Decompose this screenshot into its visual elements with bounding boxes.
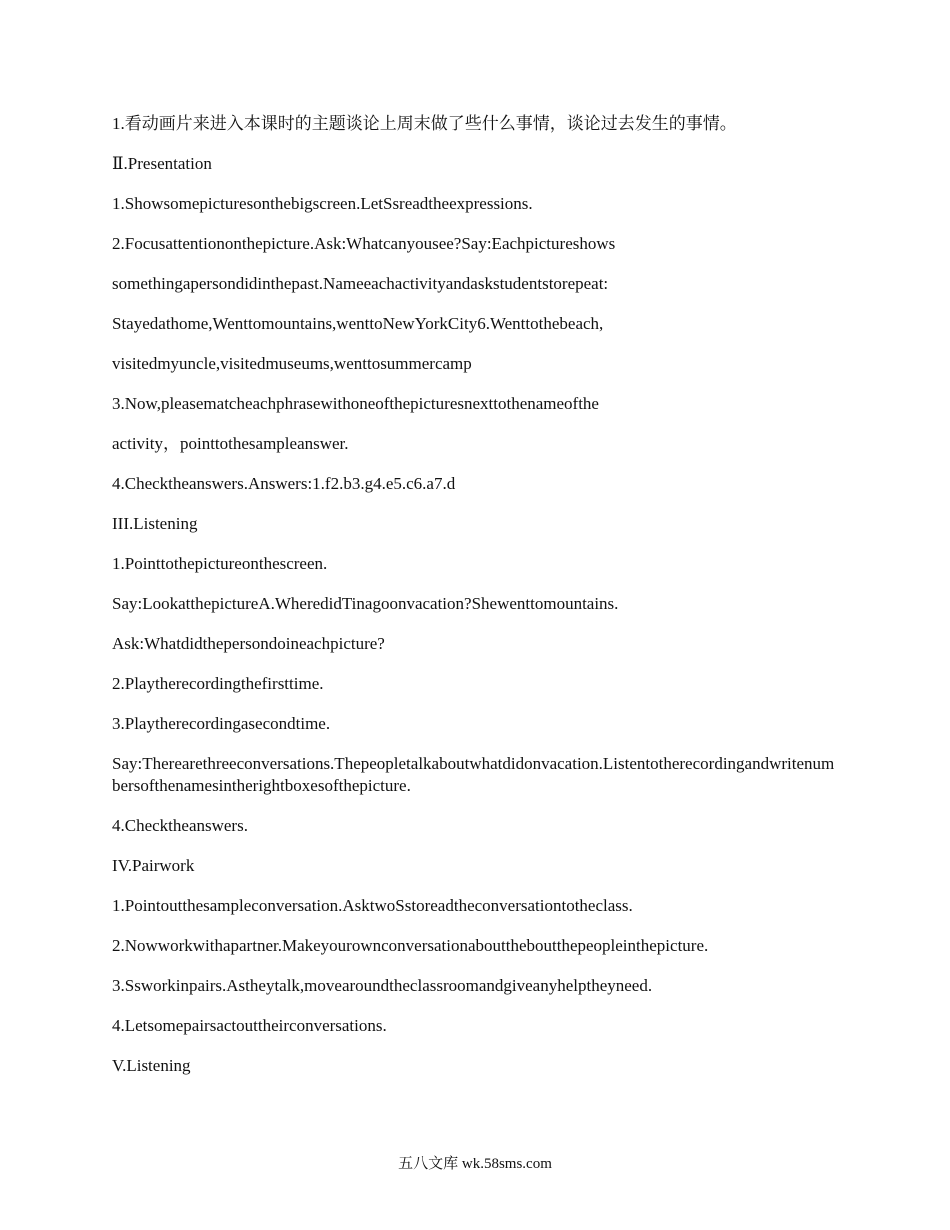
text-line: somethingapersondidinthepast.Nameeachactivityandaskstudentstorepeat: xyxy=(112,274,609,293)
section-heading: Ⅱ.Presentation xyxy=(112,154,212,173)
section-heading: IV.Pairwork xyxy=(112,856,195,875)
text-line: 3.Now,pleasematcheachphrasewithoneofthepicturesnexttothenameofthe xyxy=(112,394,599,413)
text-line: 1.Pointtothepictureonthescreen. xyxy=(112,554,328,573)
text-line: 1.看动画片来进入本课时的主题谈论上周末做了些什么事情，谈论过去发生的事情。 xyxy=(112,114,737,133)
text-line: 4.Checktheanswers. xyxy=(112,816,248,835)
text-paragraph: Say:Therearethreeconversations.Thepeopletalkaboutwhatdidonvacation.Listentotherecordingandwritenumbersofthenamesintherightboxesofthepicture. xyxy=(112,754,835,795)
section-heading: V.Listening xyxy=(112,1056,191,1075)
text-line: 2.Playtherecordingthefirsttime. xyxy=(112,674,324,693)
text-line: 4.Letsomepairsactouttheirconversations. xyxy=(112,1016,387,1035)
section-heading: III.Listening xyxy=(112,514,198,533)
text-line: 2.Focusattentiononthepicture.Ask:Whatcanyousee?Say:Eachpictureshows xyxy=(112,234,616,253)
text-line: Stayedathome,Wenttomountains,wenttoNewYorkCity6.Wenttothebeach, xyxy=(112,314,604,333)
text-line: 3.Ssworkinpairs.Astheytalk,movearoundtheclassroomandgiveanyhelptheyneed. xyxy=(112,976,653,995)
text-line: Ask:Whatdidthepersondoineachpicture? xyxy=(112,634,385,653)
document-body xyxy=(112,113,842,1095)
text-line: Say:LookatthepictureA.WheredidTinagoonvacation?Shewenttomountains. xyxy=(112,594,619,613)
text-line: 4.Checktheanswers.Answers:1.f2.b3.g4.e5.c6.a7.d xyxy=(112,474,456,493)
text-line: 1.Showsomepicturesonthebigscreen.LetSsreadtheexpressions. xyxy=(112,194,533,213)
text-line: 1.Pointoutthesampleconversation.AsktwoSstoreadtheconversationtotheclass. xyxy=(112,896,633,915)
page-footer: 五八文库 wk.58sms.com xyxy=(398,1156,552,1172)
text-line: 2.Nowworkwithapartner.Makeyourownconversationabouttheboutthepeopleinthepicture. xyxy=(112,936,709,955)
text-line: activity，pointtothesampleanswer. xyxy=(112,434,349,453)
text-line: 3.Playtherecordingasecondtime. xyxy=(112,714,331,733)
text-line: visitedmyuncle,visitedmuseums,wenttosummercamp xyxy=(112,354,472,373)
